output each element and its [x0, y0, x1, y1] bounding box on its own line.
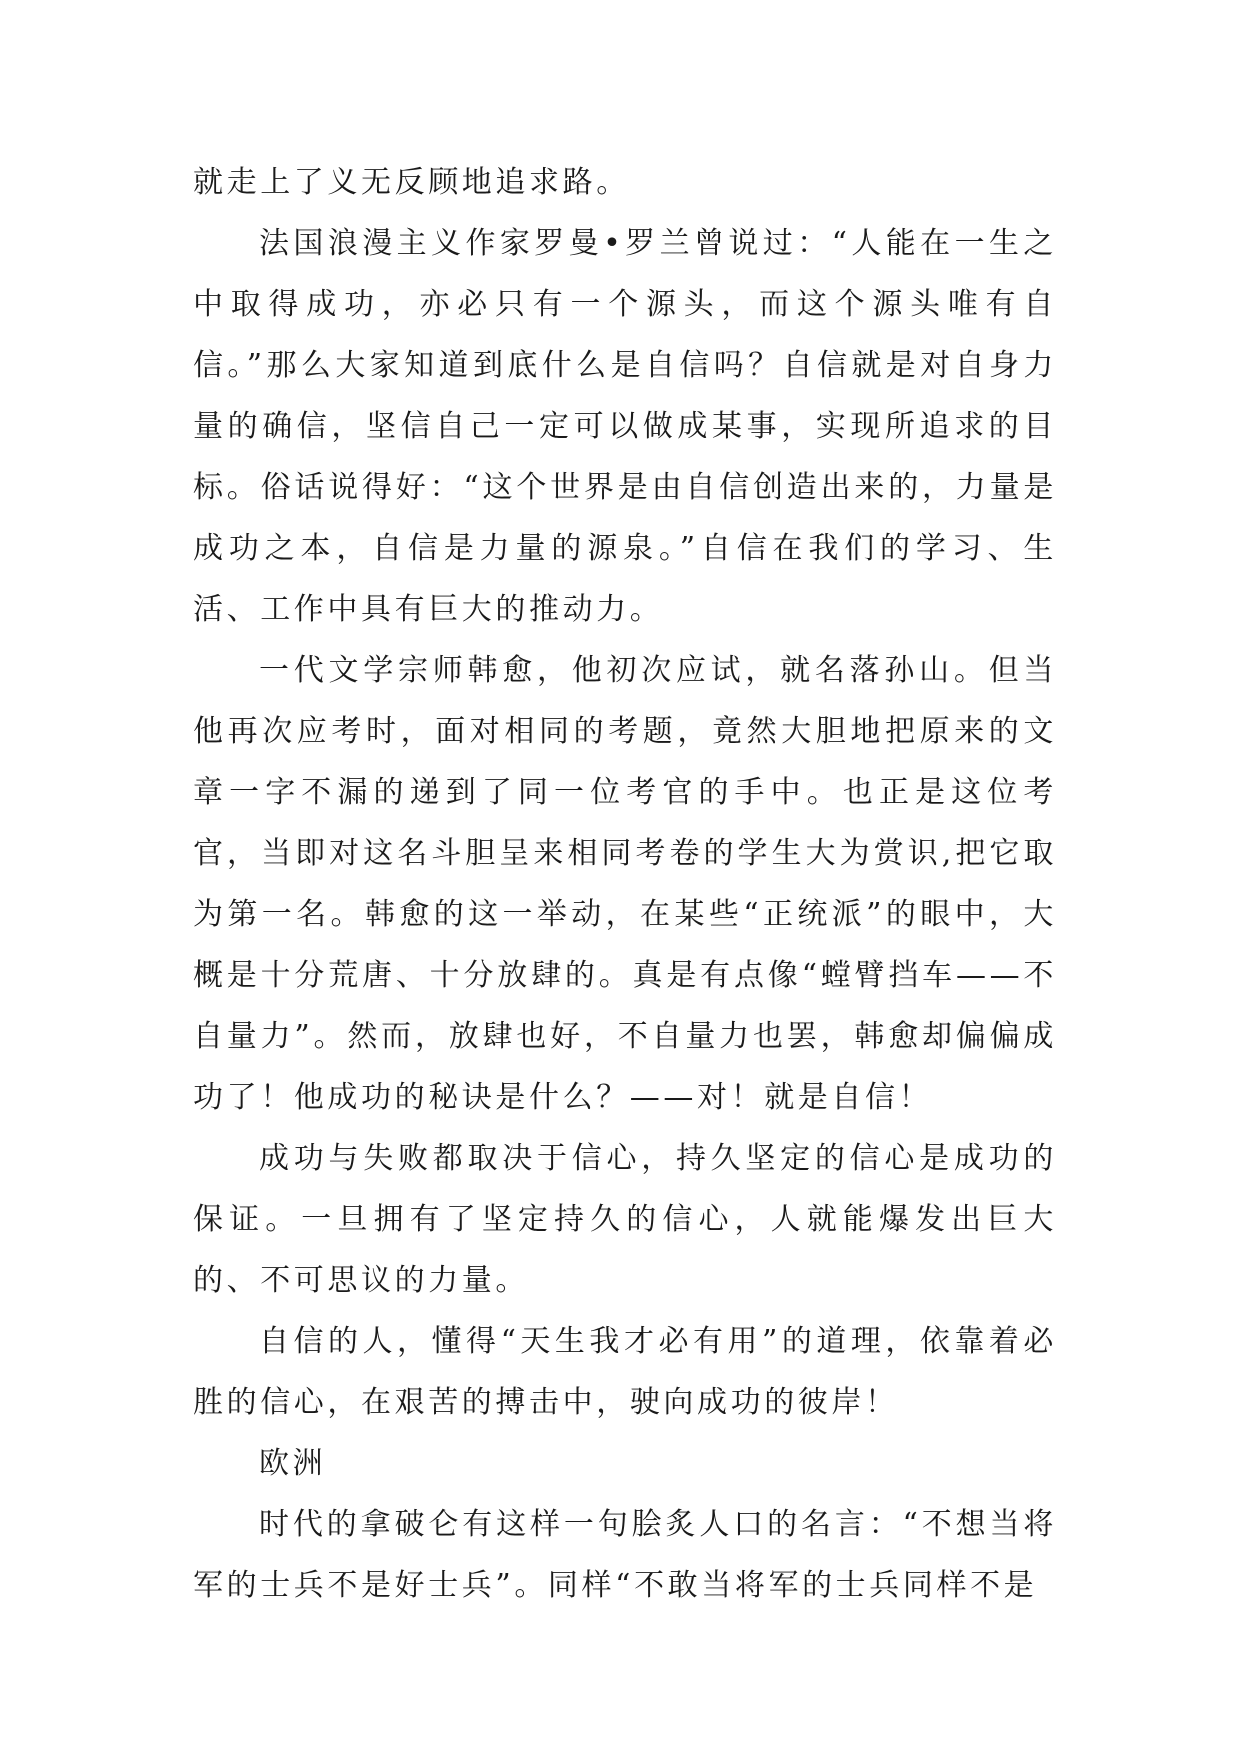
- paragraph-continuation: 就走上了义无反顾地追求路。: [193, 165, 630, 200]
- paragraph-confident-person: 自信的人，懂得“天生我才必有用”的道理，依靠着必胜的信心，在艰苦的搏击中，驶向成功的彼岸！: [193, 1324, 1057, 1420]
- paragraph-napoleon-quote: 时代的拿破仑有这样一句脍炙人口的名言：“不想当将军的士兵不是好士兵”。同样“不敢当将军的士兵同样不是: [193, 1507, 1057, 1603]
- document-body: [193, 152, 1057, 1616]
- paragraph-romain-rolland-quote: 法国浪漫主义作家罗曼•罗兰曾说过：“人能在一生之中取得成功，亦必只有一个源头，而这个源头唯有自信。”那么大家知道到底什么是自信吗？自信就是对自身力量的确信，坚信自己一定可以做成某事，实现所追求的目标。俗话说得好：“这个世界是由自信创造出来的，力量是成功之本，自信是力量的源泉。”自信在我们的学习、生活、工作中具有巨大的推动力。: [193, 226, 1057, 627]
- paragraph-success-and-failure: 成功与失败都取决于信心，持久坚定的信心是成功的保证。一旦拥有了坚定持久的信心，人就能爆发出巨大的、不可思议的力量。: [193, 1141, 1057, 1298]
- paragraph-han-yu-story: 一代文学宗师韩愈，他初次应试，就名落孙山。但当他再次应考时，面对相同的考题，竟然大胆地把原来的文章一字不漏的递到了同一位考官的手中。也正是这位考官，当即对这名斗胆呈来相同考卷的学生大为赏识,把它取为第一名。韩愈的这一举动，在某些“正统派”的眼中，大概是十分荒唐、十分放肆的。真是有点像“螳臂挡车——不自量力”。然而，放肆也好，不自量力也罢，韩愈却偏偏成功了！他成功的秘诀是什么？——对！就是自信！: [193, 653, 1057, 1115]
- paragraph-europe: 欧洲: [259, 1446, 327, 1481]
